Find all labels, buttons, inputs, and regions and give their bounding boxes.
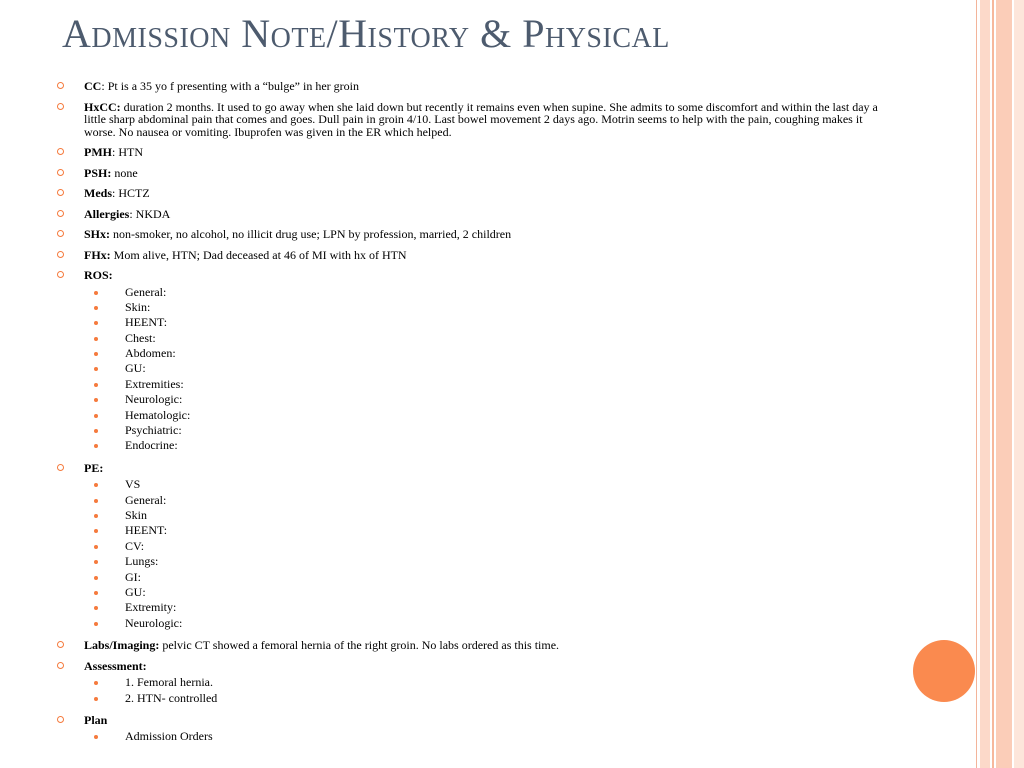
item-text: pelvic CT showed a femoral hernia of the right groin. No labs ordered as this time. [162,638,560,653]
item-label: PMH [84,145,112,159]
decor-stripe [1014,0,1024,768]
sub-item-text: Admission Orders [125,729,213,744]
item-separator: : [101,79,108,93]
item-label: CC [84,79,102,93]
sub-list-item [84,493,886,508]
dot-bullet-icon [94,367,98,371]
list-item [56,146,886,159]
item-text: duration 2 months. It used to go away when she laid down but recently it remains even when supine. She admits to some discomfort and within the last day a little sharp abdominal pain that comes and goes. Dull pain in groin 4/10. Last bowel movement 2 days ago. Motrin seems to help with the pain, coughing makes it worse. No nausea or vomiting. Ibuprofen was given in the ER which helped. [84,99,878,139]
dot-bullet-icon [94,291,98,295]
sub-item-text: Endocrine: [125,438,178,453]
dot-bullet-icon [94,306,98,310]
list-item [56,269,886,454]
ring-bullet-icon [57,148,64,155]
sub-list-item [84,331,886,346]
sub-list-item [84,554,886,569]
list-item [56,462,886,631]
item-text: NKDA [135,206,171,221]
ring-bullet-icon [57,103,64,110]
item-text: Pt is a 35 yo f presenting with a “bulge” in her groin [107,79,359,93]
sub-item-text: General: [125,284,167,299]
sub-item-text: Skin [125,508,148,523]
ring-bullet-icon [57,230,64,237]
dot-bullet-icon [94,576,98,580]
sub-item-text: GI: [125,569,141,584]
dot-bullet-icon [94,499,98,503]
ring-bullet-icon [57,716,64,723]
sub-list-item [84,408,886,423]
sub-list-item [84,523,886,538]
sub-list [84,729,886,744]
item-label: SHx: [84,227,111,241]
dot-bullet-icon [94,697,98,701]
sub-list-item [84,675,886,690]
dot-bullet-icon [94,622,98,626]
sub-item-text: Hematologic: [125,407,191,422]
ring-bullet-icon [57,251,64,258]
item-label: Allergies [84,206,130,221]
item-label: Meds [84,186,112,200]
sub-list-item [84,729,886,744]
item-label: FHx: [84,247,111,262]
sub-item-text: GU: [125,585,146,600]
item-label: PSH: [84,165,112,180]
slide-title: Admission Note/History & Physical [62,11,670,56]
sub-list-item [84,600,886,615]
slide-body [56,80,886,753]
dot-bullet-icon [94,560,98,564]
ring-bullet-icon [57,169,64,176]
sub-item-text: Skin: [125,299,151,314]
sub-list-item [84,423,886,438]
dot-bullet-icon [94,444,98,448]
item-separator: : [129,206,136,221]
sub-list-item [84,438,886,453]
item-label: Labs/Imaging: [84,638,160,653]
sub-item-text: Psychiatric: [125,423,182,438]
dot-bullet-icon [94,352,98,356]
dot-bullet-icon [94,514,98,518]
sub-list-item [84,346,886,361]
ring-bullet-icon [57,210,64,217]
sub-list-item [84,315,886,330]
sub-item-text: CV: [125,538,145,553]
decor-stripe [992,0,994,768]
sub-item-text: HEENT: [125,523,168,538]
list-item [56,167,886,180]
dot-bullet-icon [94,483,98,487]
ring-bullet-icon [57,464,64,471]
decor-stripe [980,0,990,768]
item-label: PE: [84,460,104,475]
list-item [56,208,886,221]
item-text: non-smoker, no alcohol, no illicit drug use; LPN by profession, married, 2 children [113,227,512,241]
dot-bullet-icon [94,529,98,533]
ring-bullet-icon [57,662,64,669]
dot-bullet-icon [94,321,98,325]
sub-item-text: 1. Femoral hernia. [125,675,213,690]
item-separator: : [112,186,119,200]
list-item [56,714,886,745]
item-text: HCTZ [118,186,150,200]
sub-item-text: Neurologic: [125,392,183,407]
sub-list-item [84,691,886,706]
decor-stripe [976,0,977,768]
ring-bullet-icon [57,271,64,278]
sub-item-text: Extremities: [125,376,184,391]
sub-list-item [84,285,886,300]
sub-list [84,477,886,631]
sub-item-text: 2. HTN- controlled [125,690,218,705]
list-item [56,187,886,200]
sub-item-text: Lungs: [125,554,159,569]
sub-list-item [84,585,886,600]
dot-bullet-icon [94,681,98,685]
sub-list [84,675,886,706]
sub-item-text: Abdomen: [125,346,176,361]
sub-item-text: GU: [125,361,146,376]
item-text: none [114,165,138,180]
sub-item-text: General: [125,492,167,507]
item-label: HxCC: [84,99,121,114]
list-item [56,80,886,93]
item-text: Mom alive, HTN; Dad deceased at 46 of MI with hx of HTN [113,247,407,262]
sub-item-text: Extremity: [125,600,177,615]
dot-bullet-icon [94,383,98,387]
dot-bullet-icon [94,591,98,595]
item-label: Plan [84,712,108,727]
decor-circle [913,640,975,702]
sub-item-text: VS [125,477,141,492]
list-item [56,249,886,262]
dot-bullet-icon [94,414,98,418]
sub-list-item [84,477,886,492]
dot-bullet-icon [94,606,98,610]
ring-bullet-icon [57,82,64,89]
list-item [56,228,886,241]
sub-list-item [84,361,886,376]
item-separator: : [112,145,119,159]
list-item [56,660,886,706]
ring-bullet-icon [57,189,64,196]
sub-list-item [84,539,886,554]
sub-list-item [84,616,886,631]
dot-bullet-icon [94,545,98,549]
list-item [56,639,886,652]
dot-bullet-icon [94,735,98,739]
sub-list-item [84,300,886,315]
list-item [56,101,886,139]
decor-stripe [996,0,1012,768]
sub-list-item [84,508,886,523]
sub-list-item [84,377,886,392]
sub-list-item [84,570,886,585]
sub-item-text: Chest: [125,330,156,345]
item-label: ROS: [84,268,113,282]
dot-bullet-icon [94,429,98,433]
sub-item-text: HEENT: [125,315,168,330]
sub-item-text: Neurologic: [125,615,183,630]
item-text: HTN [118,145,144,159]
dot-bullet-icon [94,398,98,402]
sub-list [84,285,886,454]
dot-bullet-icon [94,337,98,341]
ring-bullet-icon [57,641,64,648]
sub-list-item [84,392,886,407]
item-label: Assessment: [84,658,147,673]
